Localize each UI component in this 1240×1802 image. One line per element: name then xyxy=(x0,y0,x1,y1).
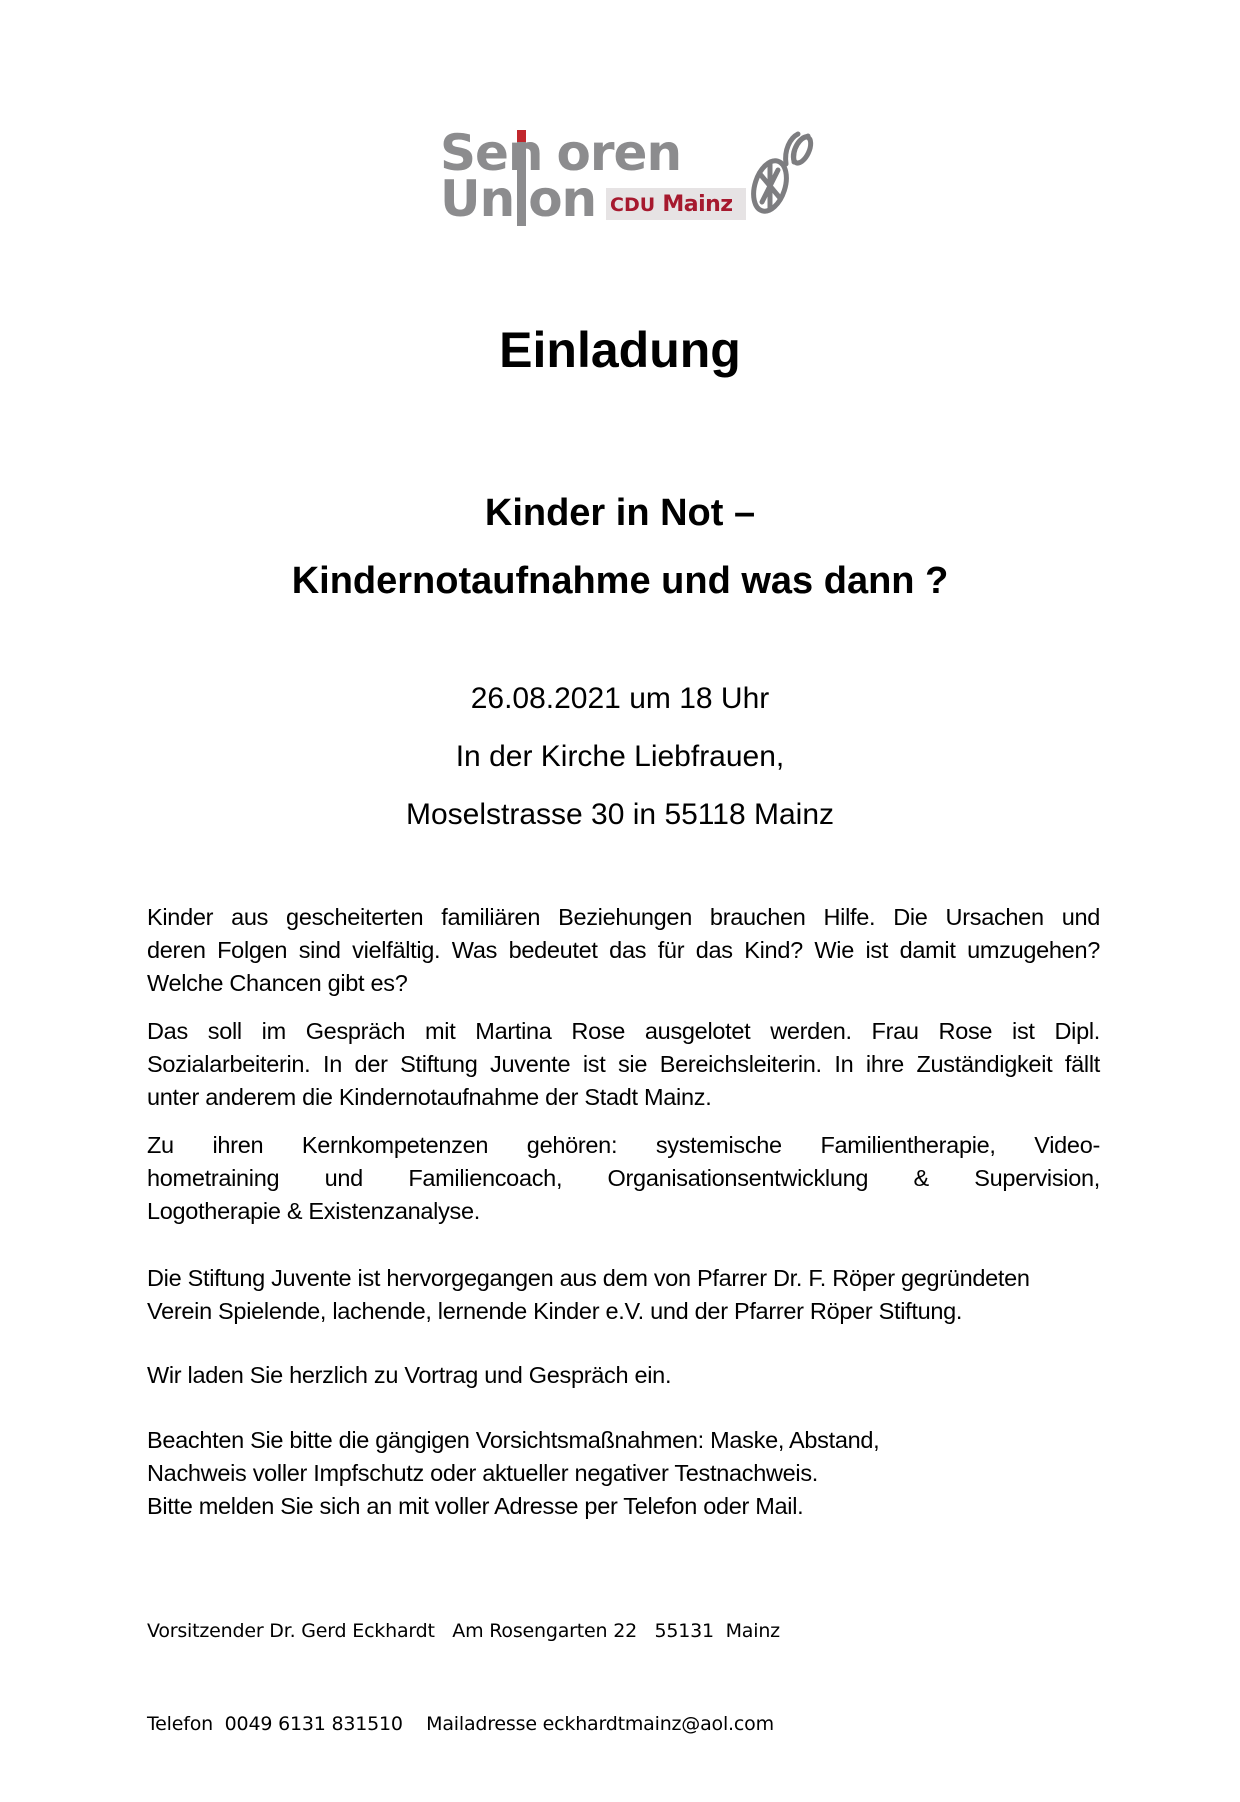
footer-address-line: Vorsitzender Dr. Gerd Eckhardt Am Rosengarten 22 55131 Mainz xyxy=(147,1620,780,1642)
text-line: Die Stiftung Juvente ist hervorgegangen aus dem von Pfarrer Dr. F. Röper gegründeten xyxy=(147,1265,1030,1291)
paragraph-precautions xyxy=(147,1424,1100,1523)
text-line: Kinder aus gescheiterten familiären Beziehungen brauchen Hilfe. Die Ursachen und xyxy=(147,904,1100,930)
senioren-union-emblem-icon xyxy=(748,124,818,220)
text-line: unter anderem die Kindernotaufnahme der Stadt Mainz. xyxy=(147,1084,712,1110)
paragraph-speaker xyxy=(147,1015,1100,1114)
logo-cdu-mainz: CDU Mainz xyxy=(610,192,733,217)
logo-word-union: Un on xyxy=(440,170,597,228)
text-line: hometraining und Familiencoach, Organisationsentwicklung & Supervision, xyxy=(147,1165,1100,1191)
page-title: Einladung xyxy=(499,322,741,378)
subtitle-line-1: Kinder in Not – xyxy=(484,492,756,534)
event-datetime: 26.08.2021 um 18 Uhr xyxy=(470,682,770,715)
text-line: Nachweis voller Impfschutz oder aktueller negativer Testnachweis. xyxy=(147,1460,819,1486)
text-line: deren Folgen sind vielfältig. Was bedeutet das für das Kind? Wie ist damit umzugehen? xyxy=(147,937,1100,963)
footer-contact-line: Telefon 0049 6131 831510 Mailadresse eckhardtmainz@aol.com xyxy=(147,1713,774,1735)
paragraph-foundation xyxy=(147,1262,1100,1328)
text-line: Welche Chancen gibt es? xyxy=(147,970,408,996)
text-line: Das soll im Gespräch mit Martina Rose ausgelotet werden. Frau Rose ist Dipl. xyxy=(147,1018,1100,1044)
logo-word-senioren: Sen oren xyxy=(440,124,682,182)
text-line: Zu ihren Kernkompetenzen gehören: systemische Familientherapie, Video- xyxy=(147,1132,1100,1158)
event-address: Moselstrasse 30 in 55118 Mainz xyxy=(406,798,834,831)
text-line: Wir laden Sie herzlich zu Vortrag und Gespräch ein. xyxy=(147,1362,672,1388)
paragraph-intro xyxy=(147,901,1100,1000)
subtitle-line-2: Kindernotaufnahme und was dann ? xyxy=(291,560,949,602)
event-venue: In der Kirche Liebfrauen, xyxy=(455,740,785,773)
senioren-union-logo xyxy=(428,122,820,228)
text-line: Bitte melden Sie sich an mit voller Adresse per Telefon oder Mail. xyxy=(147,1493,804,1519)
text-line: Beachten Sie bitte die gängigen Vorsichtsmaßnahmen: Maske, Abstand, xyxy=(147,1427,880,1453)
text-line: Sozialarbeiterin. In der Stiftung Juvente ist sie Bereichsleiterin. In ihre Zuständigkeit fällt xyxy=(147,1051,1100,1077)
contact-footer xyxy=(147,1554,780,1802)
paragraph-competencies xyxy=(147,1129,1100,1228)
text-line: Verein Spielende, lachende, lernende Kinder e.V. und der Pfarrer Röper Stiftung. xyxy=(147,1298,963,1324)
text-line: Logotherapie & Existenzanalyse. xyxy=(147,1198,480,1224)
paragraph-invitation xyxy=(147,1359,1100,1392)
